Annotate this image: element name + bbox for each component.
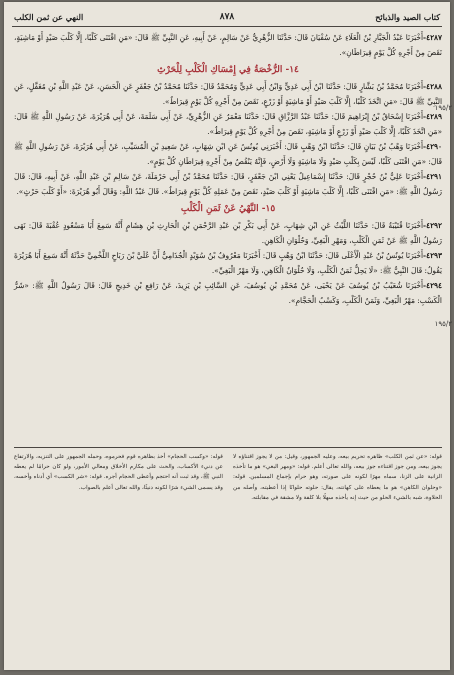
footnote-column-right bbox=[233, 452, 442, 503]
chapter-title: النهي عن ثمن الكلب bbox=[14, 12, 84, 22]
page-number: ٨٧٨ bbox=[219, 12, 235, 22]
hadith-paragraph bbox=[14, 218, 442, 248]
hadith-number: ٤٢٩٣- bbox=[423, 251, 442, 260]
hadith-paragraph bbox=[14, 278, 442, 308]
hadith-paragraph bbox=[14, 30, 442, 60]
footnote-text: قوله: «وكسب الحجام» أخذ بظاهره قوم فحرموه، وحمله الجمهور على التنزيه، والارتفاع عن دنيء الأكساب، والحث على مكارم الأخلاق ومعالي الأمور، ولو كان حرامًا لم يعطه النبي ﷺ، وقد ثبت أنه احتجم وأعطى الحجام أجره. قوله: «شر الكسب» أي أدناه وأخسه، وقد يسمى الشيء شرًا لكونه دنيئًا، والله تعالى أعلم بالصواب. bbox=[14, 454, 223, 491]
footnote-column-left bbox=[14, 452, 223, 503]
book-title: كتاب الصيد والذبائح bbox=[375, 12, 440, 22]
hadith-text: أَخْبَرَنَا عَلِيُّ بْنُ حُجْرٍ قَالَ: حَدَّثَنَا إِسْمَاعِيلُ يَعْنِي ابْنَ جَعْفَرٍ، قَالَ: حَدَّثَنَا مُحَمَّدُ بْنُ أَبِي حَرْمَلَةَ، عَنْ سَالِمِ بْنِ عَبْدِ اللَّهِ، عَنْ أَبِيهِ، قَالَ: قَالَ رَسُولُ اللَّهِ ﷺ: «مَنِ اقْتَنَى كَلْبًا، إِلَّا كَلْبَ مَاشِيَةٍ أَوْ كَلْبَ صَيْدٍ، نَقَصَ مِنْ عَمَلِهِ كُلَّ يَوْمٍ قِيرَاطٌ». قَالَ عَبْدُ اللَّهِ: وَقَالَ أَبُو هُرَيْرَةَ: «أَوْ كَلْبَ حَرْثٍ». bbox=[14, 172, 442, 196]
hadith-paragraph bbox=[14, 139, 442, 169]
chapter-heading: ١٥- النَّهْيُ عَنْ ثَمَنِ الْكَلْبِ bbox=[180, 204, 276, 214]
hadith-number: ٤٢٩٤- bbox=[423, 281, 442, 290]
hadith-number: ٤٢٩١- bbox=[423, 172, 442, 181]
hadith-paragraph bbox=[14, 109, 442, 139]
chapter-heading: ١٤- الرُّخْصَةُ فِي إِمْسَاكِ الْكَلْبِ لِلْحَرْثِ bbox=[157, 65, 299, 75]
page-header bbox=[12, 8, 442, 27]
hadith-text: أَخْبَرَنَا إِسْحَاقُ بْنُ إِبْرَاهِيمَ قَالَ: حَدَّثَنَا عَبْدُ الرَّزَّاقِ قَالَ: حَدَّثَنَا مَعْمَرٌ عَنِ الزُّهْرِيِّ، عَنْ أَبِي سَلَمَةَ، عَنْ أَبِي هُرَيْرَةَ، عَنْ رَسُولِ اللَّهِ ﷺ قَالَ: «مَنِ اتَّخَذَ كَلْبًا، إِلَّا كَلْبَ صَيْدٍ أَوْ زَرْعٍ أَوْ مَاشِيَةٍ، نَقَصَ مِنْ أَجْرِهِ كُلَّ يَوْمٍ قِيرَاطٌ». bbox=[14, 112, 442, 136]
footnote-text: قوله: «عن ثمن الكلب» ظاهره تحريم بيعه، وعليه الجمهور، وقيل: من لا يجوز اقتناؤه لا يجوز بيعه، ومن جوز اقتناءه جوز بيعه، والله تعالى أعلم. قوله: «ومهر البغي» هو ما تأخذه الزانية على الزنا، سماه مهرًا لكونه على صورته، وهو حرام بإجماع المسلمين. قوله: «وحلوان الكاهن» هو ما يعطاه على كهانته، يقال: حلوته حلوانًا إذا أعطيته، وأصله من الحلاوة، شبه بالشيء الحلو من حيث إنه يأخذه سهلًا بلا كلفة ولا مشقة في مقابلته. bbox=[233, 454, 442, 501]
hadith-text: أَخْبَرَنَا شُعَيْبُ بْنُ يُوسُفَ عَنْ يَحْيَى، عَنْ مُحَمَّدِ بْنِ يُوسُفَ، عَنِ السَّائِبِ بْنِ يَزِيدَ، عَنْ رَافِعِ بْنِ خَدِيجٍ قَالَ: قَالَ رَسُولُ اللَّهِ ﷺ: «شَرُّ الْكَسْبِ: مَهْرُ الْبَغِيِّ، وَثَمَنُ الْكَلْبِ، وَكَسْبُ الْحَجَّامِ». bbox=[14, 281, 442, 305]
hadith-text: أَخْبَرَنَا يُونُسُ بْنُ عَبْدِ الْأَعْلَى قَالَ: حَدَّثَنَا ابْنُ وَهْبٍ قَالَ: أَخْبَرَنَا مَعْرُوفُ بْنُ سُوَيْدٍ الْجُذَامِيُّ أَنَّ عُلَيَّ بْنَ رَبَاحٍ اللَّخْمِيَّ حَدَّثَهُ أَنَّهُ سَمِعَ أَبَا هُرَيْرَةَ يَقُولُ: قَالَ النَّبِيُّ ﷺ: «لَا يَحِلُّ ثَمَنُ الْكَلْبِ، وَلَا حُلْوَانُ الْكَاهِنِ، وَلَا مَهْرُ الْبَغِيِّ». bbox=[14, 251, 442, 275]
hadith-text: أَخْبَرَنَا عَبْدُ الْجَبَّارِ بْنُ الْعَلَاءِ عَنْ سُفْيَانَ قَالَ: حَدَّثَنَا الزُّهْرِيُّ عَنْ سَالِمٍ، عَنْ أَبِيهِ، عَنِ النَّبِيِّ ﷺ قَالَ: «مَنِ اقْتَنَى كَلْبًا، إِلَّا كَلْبَ صَيْدٍ أَوْ مَاشِيَةٍ، نَقَصَ مِنْ أَجْرِهِ كُلَّ يَوْمٍ قِيرَاطَانِ». bbox=[14, 33, 442, 57]
footnote-divider bbox=[14, 447, 442, 448]
book-page bbox=[4, 2, 450, 670]
hadith-number: ٤٢٨٧- bbox=[423, 33, 442, 42]
hadith-paragraph bbox=[14, 248, 442, 278]
hadith-number: ٤٢٨٩- bbox=[423, 112, 442, 121]
hadith-paragraph bbox=[14, 79, 442, 109]
hadith-number: ٤٢٨٨- bbox=[423, 82, 442, 91]
hadith-text: أَخْبَرَنَا مُحَمَّدُ بْنُ بَشَّارٍ قَالَ: حَدَّثَنَا ابْنُ أَبِي عَدِيٍّ وَابْنُ أَبِي عَدِيٍّ وَمُحَمَّدٌ قَالَ: حَدَّثَنَا مُحَمَّدُ بْنُ جَعْفَرٍ عَنِ الْحَسَنِ، عَنْ عَبْدِ اللَّهِ بْنِ مُغَفَّلٍ، عَنِ النَّبِيِّ ﷺ قَالَ: «مَنِ اتَّخَذَ كَلْبًا، إِلَّا كَلْبَ صَيْدٍ أَوْ مَاشِيَةٍ أَوْ زَرْعٍ، نَقَصَ مِنْ أَجْرِهِ كُلَّ يَوْمٍ قِيرَاطٌ». bbox=[14, 82, 442, 106]
footnotes bbox=[14, 452, 442, 662]
hadith-text: أَخْبَرَنَا وَهْبُ بْنُ بَيَانٍ قَالَ: حَدَّثَنَا ابْنُ وَهْبٍ قَالَ: أَخْبَرَنِي يُونُسُ عَنِ ابْنِ شِهَابٍ، عَنْ سَعِيدِ بْنِ الْمُسَيِّبِ، عَنْ أَبِي هُرَيْرَةَ، عَنْ رَسُولِ اللَّهِ ﷺ قَالَ: «مَنِ اقْتَنَى كَلْبًا، لَيْسَ بِكَلْبِ صَيْدٍ وَلَا مَاشِيَةٍ وَلَا أَرْضٍ، فَإِنَّهُ يَنْقُصُ مِنْ أَجْرِهِ قِيرَاطَانِ كُلَّ يَوْمٍ». bbox=[14, 142, 442, 166]
hadith-number: ٤٢٩٢- bbox=[423, 221, 442, 230]
margin-reference: ١٩٥/٢ bbox=[434, 320, 452, 328]
main-text bbox=[14, 30, 442, 440]
margin-reference: ١٩٥/٢ bbox=[434, 104, 452, 112]
hadith-text: أَخْبَرَنَا قُتَيْبَةُ قَالَ: حَدَّثَنَا اللَّيْثُ عَنِ ابْنِ شِهَابٍ، عَنْ أَبِي بَكْرِ بْنِ عَبْدِ الرَّحْمَنِ بْنِ الْحَارِثِ بْنِ هِشَامٍ أَنَّهُ سَمِعَ أَبَا مَسْعُودٍ عُقْبَةَ قَالَ: نَهَى رَسُولُ اللَّهِ ﷺ عَنْ ثَمَنِ الْكَلْبِ، وَمَهْرِ الْبَغِيِّ، وَحُلْوَانِ الْكَاهِنِ. bbox=[14, 221, 442, 245]
hadith-paragraph bbox=[14, 169, 442, 199]
hadith-number: ٤٢٩٠- bbox=[423, 142, 442, 151]
